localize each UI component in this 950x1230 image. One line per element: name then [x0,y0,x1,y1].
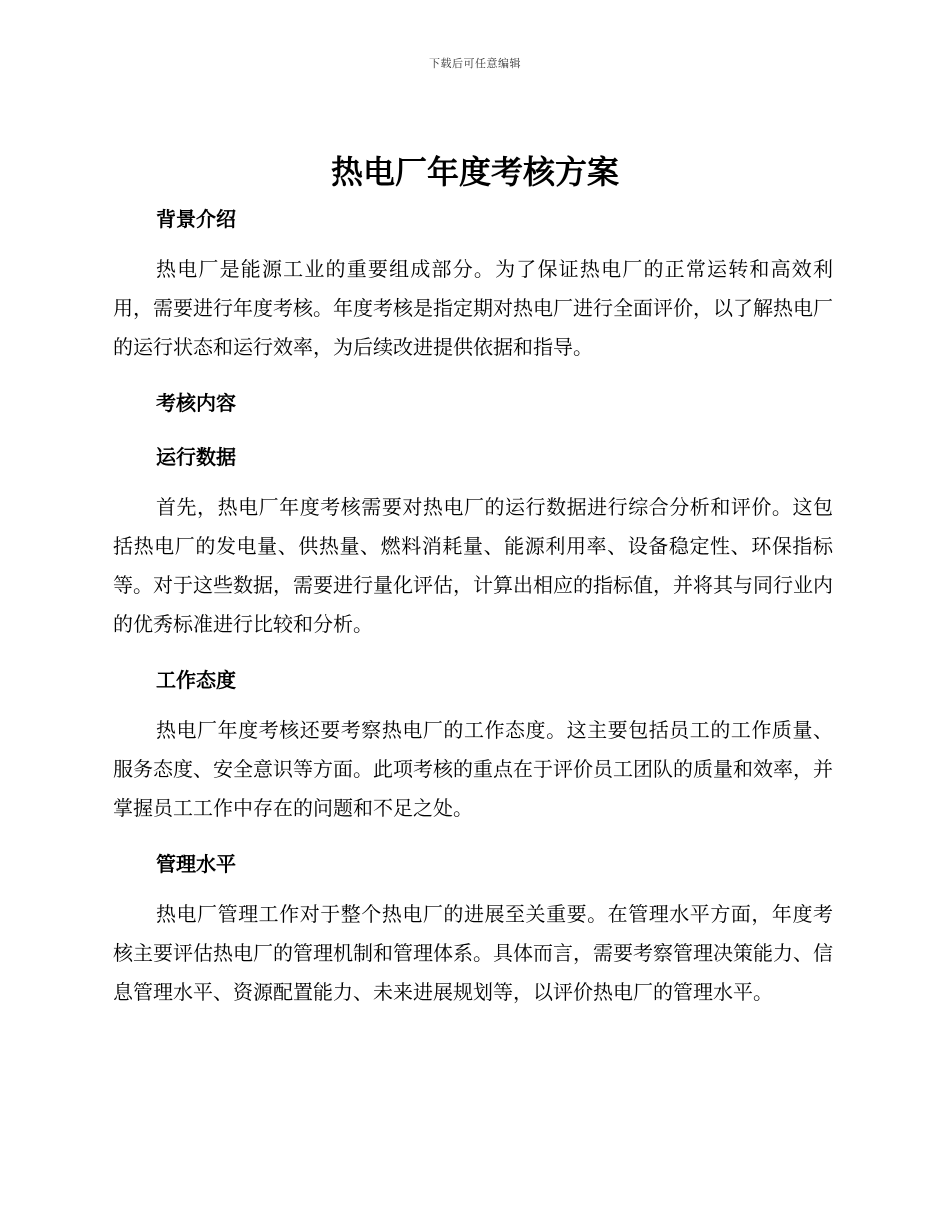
section-heading-operation-data: 运行数据 [156,445,236,469]
section-heading-work-attitude: 工作态度 [156,668,236,692]
document-body [113,202,833,1012]
section-paragraph-background: 热电厂是能源工业的重要组成部分。为了保证热电厂的正常运转和高效利用，需要进行年度考核。年度考核是指定期对热电厂进行全面评价，以了解热电厂的运行状态和运行效率，为后续改进提供依据和指导。 [113,257,833,359]
section-heading-management-level: 管理水平 [156,852,236,876]
section-heading-background: 背景介绍 [156,207,236,231]
section-paragraph-work-attitude: 热电厂年度考核还要考察热电厂的工作态度。这主要包括员工的工作质量、服务态度、安全意识等方面。此项考核的重点在于评价员工团队的质量和效率，并掌握员工工作中存在的问题和不足之处。 [113,718,833,820]
section-paragraph-management-level: 热电厂管理工作对于整个热电厂的进展至关重要。在管理水平方面，年度考核主要评估热电厂的管理机制和管理体系。具体而言，需要考察管理决策能力、信息管理水平、资源配置能力、未来进展规划等，以评价热电厂的管理水平。 [113,902,833,1004]
section-paragraph-operation-data: 首先，热电厂年度考核需要对热电厂的运行数据进行综合分析和评价。这包括热电厂的发电量、供热量、燃料消耗量、能源利用率、设备稳定性、环保指标等。对于这些数据，需要进行量化评估，计算出相应的指标值，并将其与同行业内的优秀标准进行比较和分析。 [113,495,833,636]
page-header-note: 下载后可任意编辑 [429,57,521,70]
document-title: 热电厂年度考核方案 [330,153,619,191]
section-heading-assessment-content: 考核内容 [156,391,236,415]
